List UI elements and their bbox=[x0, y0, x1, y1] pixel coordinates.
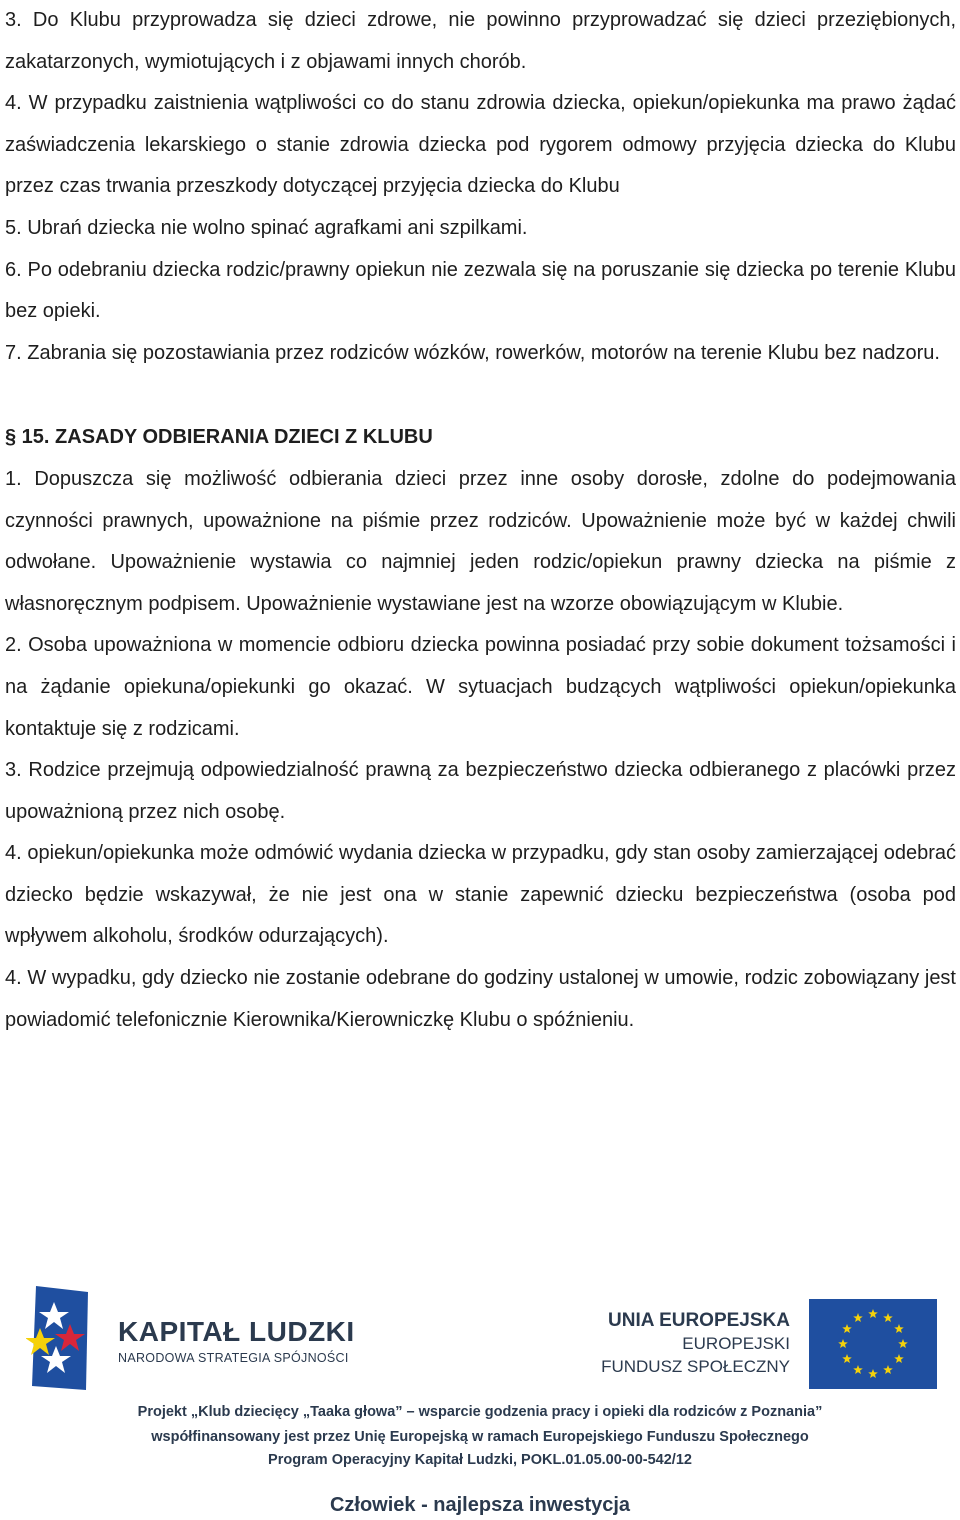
project-line-2: współfinansowany jest przez Unię Europejską w ramach Europejskiego Funduszu Społecznego bbox=[151, 1429, 809, 1445]
section-paragraph-3: 3. Rodzice przejmują odpowiedzialność prawną za bezpieczeństwo dziecka odbieranego z placówki przez upoważnioną przez nich osobę. bbox=[5, 759, 956, 823]
document-body bbox=[5, 0, 956, 1041]
section-paragraph-4a: 4. opiekun/opiekunka może odmówić wydania dziecka w przypadku, gdy stan osoby zamierzającej odebrać dziecko będzie wskazywał, że nie jest ona w stanie zapewnić dziecku bezpieczeństwa (osoba pod wpływem alkoholu, środków odurzających). bbox=[5, 842, 956, 948]
footer-logos bbox=[0, 1280, 960, 1520]
paragraph-3: 3. Do Klubu przyprowadza się dzieci zdrowe, nie powinno przyprowadzać się dzieci przeziębionych, zakatarzonych, wymiotujących i z objawami innych chorób. bbox=[5, 9, 956, 73]
eu-text-line2: EUROPEJSKI bbox=[682, 1334, 790, 1353]
eu-text-line3: FUNDUSZ SPOŁECZNY bbox=[601, 1357, 790, 1376]
paragraph-6: 6. Po odebraniu dziecka rodzic/prawny opiekun nie zezwala się na poruszanie się dziecka po terenie Klubu bez opieki. bbox=[5, 258, 956, 323]
kapital-ludzki-logo-icon bbox=[26, 1284, 96, 1394]
kapital-ludzki-title: KAPITAŁ LUDZKI bbox=[118, 1316, 355, 1347]
spacer bbox=[5, 374, 956, 417]
section-paragraph-4b: 4. W wypadku, gdy dziecko nie zostanie odebrane do godziny ustalonej w umowie, rodzic zobowiązany jest powiadomić telefonicznie Kierownika/Kierowniczkę Klubu o spóźnieniu. bbox=[5, 967, 956, 1031]
section-paragraph-1: 1. Dopuszcza się możliwość odbierania dzieci przez inne osoby dorosłe, zdolne do podejmowania czynności prawnych, upoważnione na piśmie przez rodziców. Upoważnienie może być w każdej chwili odwołane. Upoważnienie wystawia co najmniej jeden rodzic/opiekun prawny dziecka na piśmie z własnoręcznym podpisem. Upoważnienie wystawiane jest na wzorze obowiązującym w Klubie. bbox=[5, 467, 956, 615]
paragraph-4: 4. W przypadku zaistnienia wątpliwości co do stanu zdrowia dziecka, opiekun/opiekunka ma prawo żądać zaświadczenia lekarskiego o stanie zdrowia dziecka pod rygorem odmowy przyjęcia dziecka do Klubu przez czas trwania przeszkody dotyczącej przyjęcia dziecka do Klubu bbox=[5, 92, 956, 198]
project-line-3: Program Operacyjny Kapitał Ludzki, POKL.01.05.00-00-542/12 bbox=[268, 1452, 692, 1468]
eu-text-line1: UNIA EUROPEJSKA bbox=[608, 1310, 790, 1331]
section-paragraph-2: 2. Osoba upoważniona w momencie odbioru dziecka powinna posiadać przy sobie dokument tożsamości i na żądanie opiekuna/opiekunki go okazać. W sytuacjach budzących wątpliwości opiekun/opiekunka kontaktuje się z rodzicami. bbox=[5, 634, 956, 740]
kapital-ludzki-subtitle: NARODOWA STRATEGIA SPÓJNOŚCI bbox=[118, 1351, 349, 1365]
eu-flag-icon bbox=[809, 1299, 937, 1389]
section-heading: § 15. ZASADY ODBIERANIA DZIECI Z KLUBU bbox=[5, 426, 433, 449]
motto: Człowiek - najlepsza inwestycja bbox=[329, 1494, 631, 1516]
project-line-1: Projekt „Klub dziecięcy „Taaka głowa” – wsparcie godzenia pracy i opieki dla rodziców z Poznania” bbox=[137, 1404, 823, 1420]
paragraph-5: 5. Ubrań dziecka nie wolno spinać agrafkami ani szpilkami. bbox=[5, 216, 528, 239]
paragraph-7: 7. Zabrania się pozostawiania przez rodziców wózków, rowerków, motorów na terenie Klubu bez nadzoru. bbox=[5, 341, 940, 364]
